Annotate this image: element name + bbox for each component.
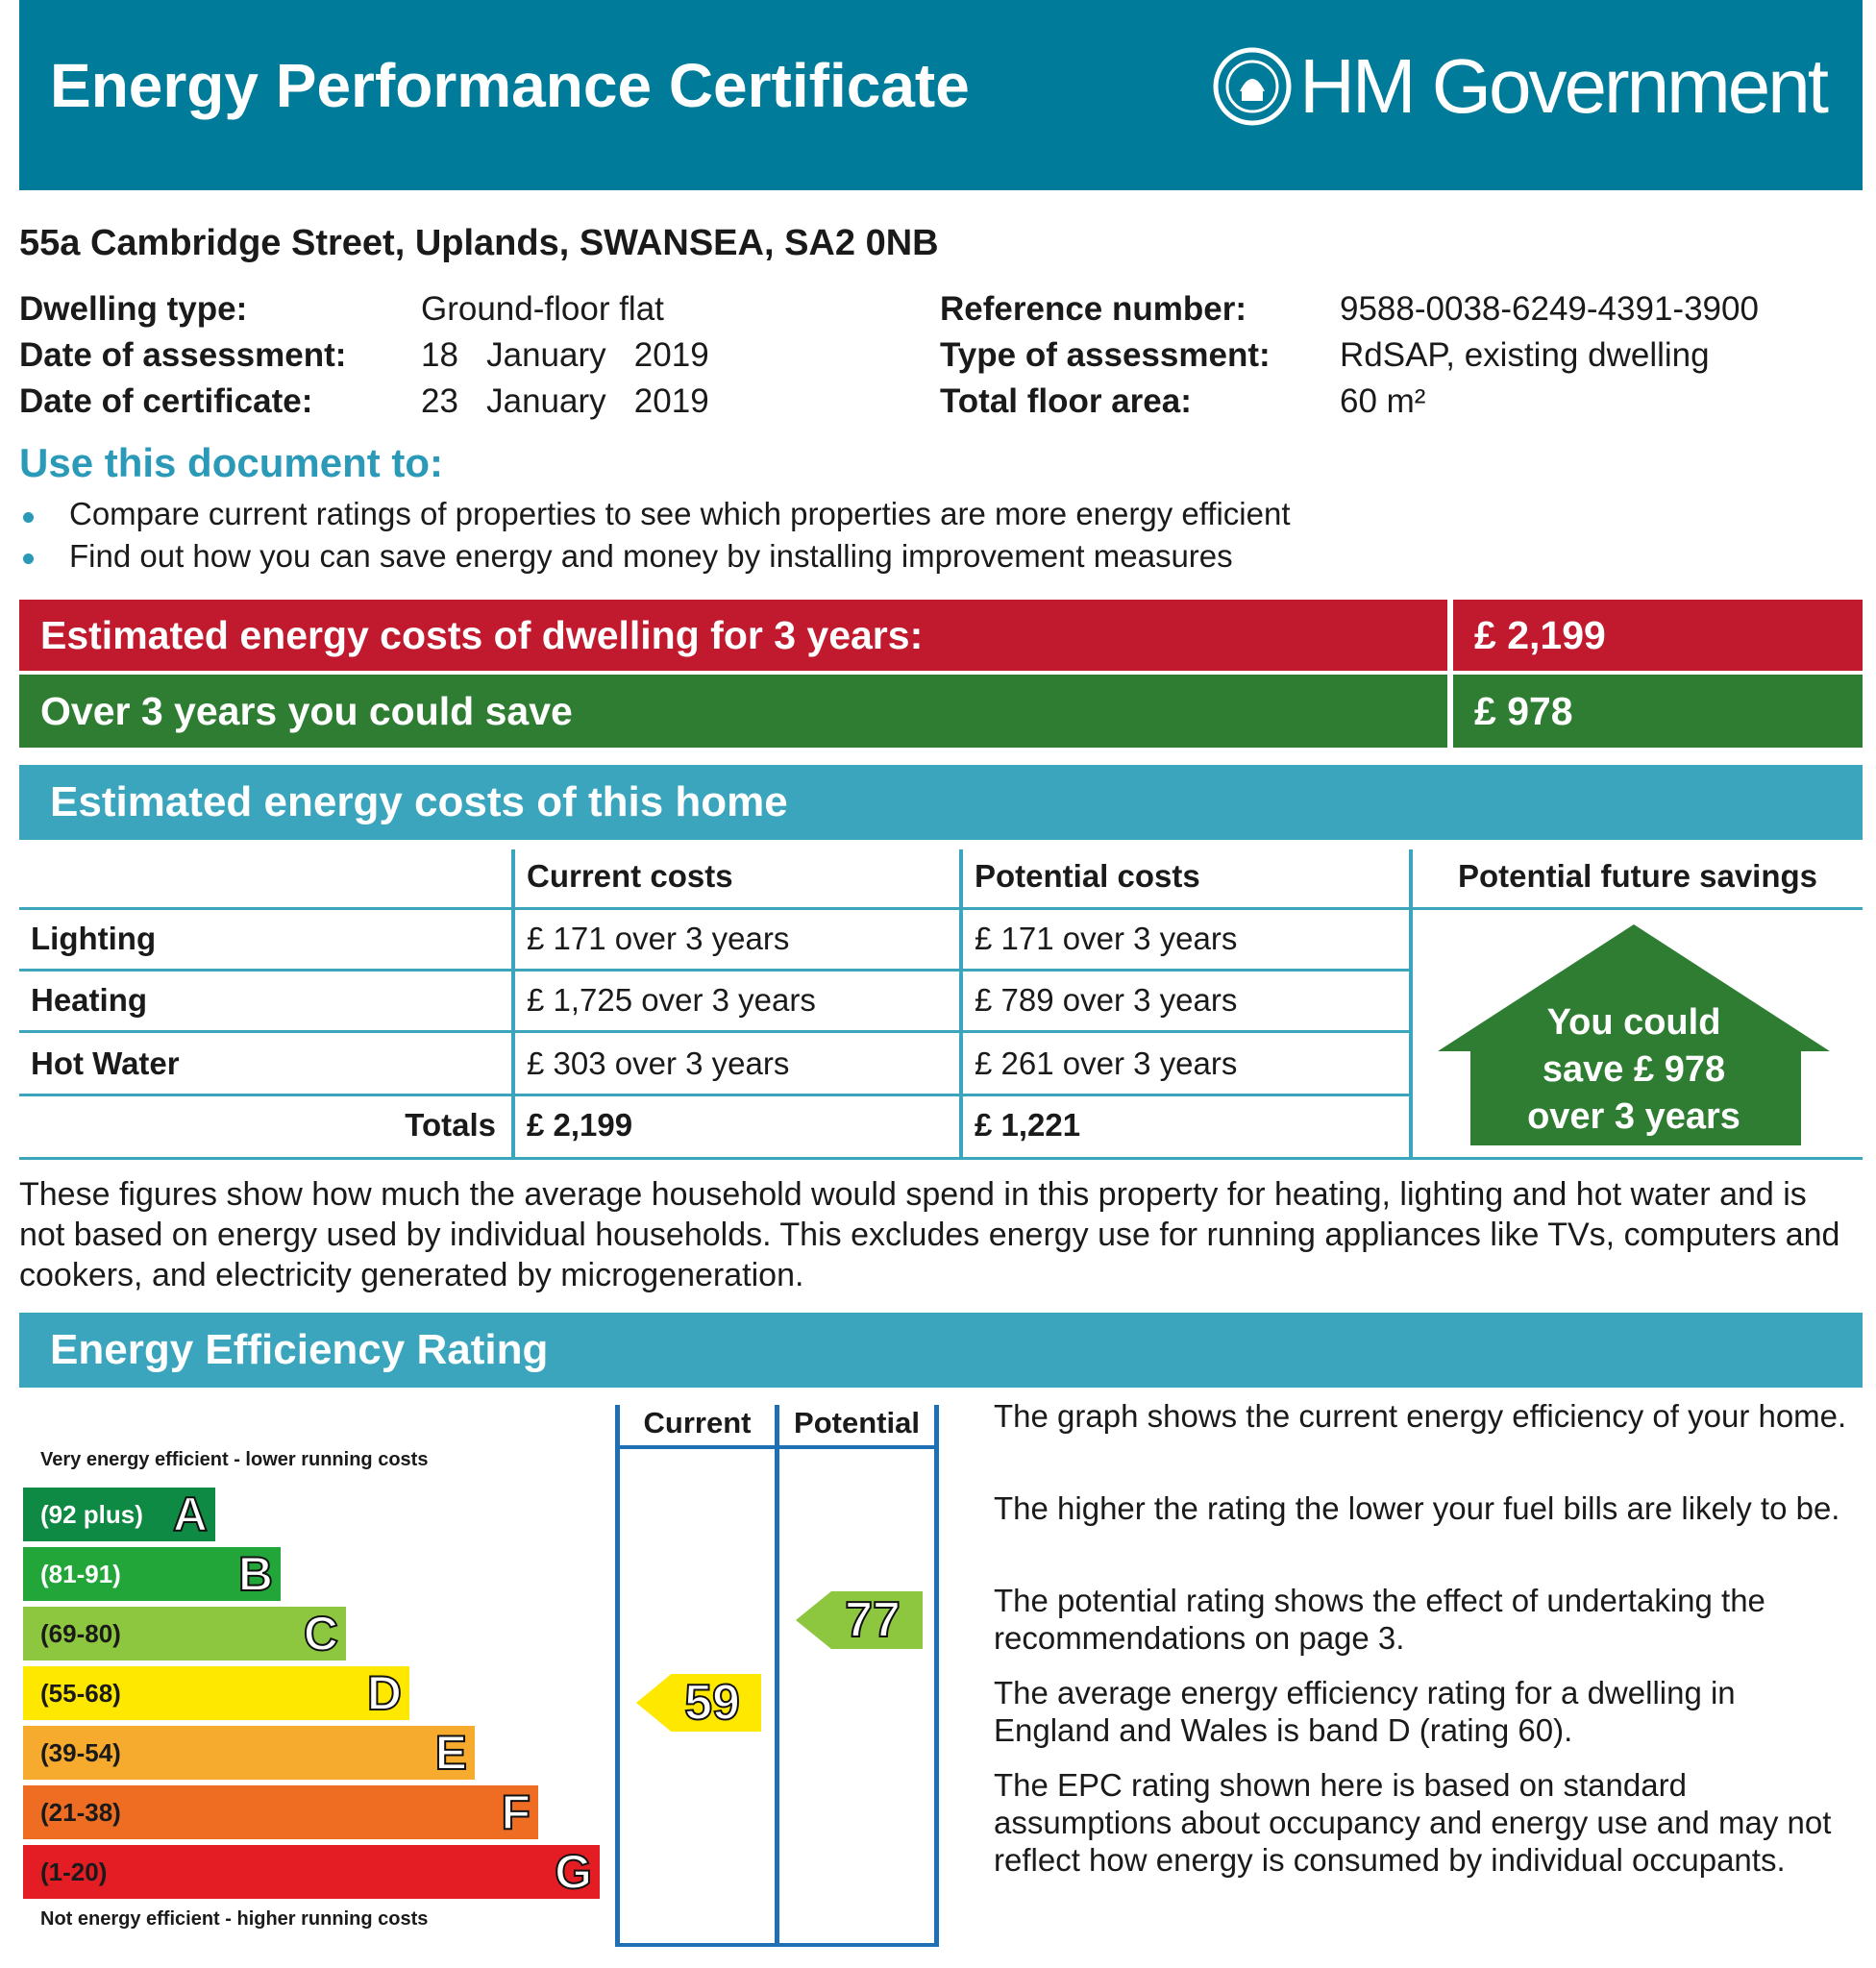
rating-paragraph-4: The average energy efficiency rating for a dwelling in England and Wales is band D (rating 60). [994,1675,1736,1748]
rating-box-border [615,1445,939,1449]
reference-number-label: Reference number: [940,290,1247,328]
assessment-date-value: 18 January 2019 [421,336,709,374]
table-divider [959,849,963,1159]
band-g-letter: G [555,1845,592,1899]
page-title: Energy Performance Certificate [50,51,970,120]
lighting-current: £ 171 over 3 years [527,921,790,956]
reference-number-value: 9588-0038-6249-4391-3900 [1340,290,1759,328]
current-costs-header: Current costs [527,858,733,894]
property-address: 55a Cambridge Street, Uplands, SWANSEA, SA2 0NB [19,223,939,263]
band-d-letter: D [366,1666,402,1720]
certificate-date-label: Date of certificate: [19,382,313,420]
table-divider [19,907,1863,910]
band-g-range: (1-20) [40,1857,108,1886]
rating-paragraph-2: The higher the rating the lower your fuel bills are likely to be. [994,1490,1840,1526]
band-b-letter: B [237,1547,273,1601]
could-save-label: Over 3 years you could save [19,675,1447,748]
heating-label: Heating [31,982,148,1018]
savings-line-1: You could [1546,1002,1721,1043]
potential-column-header: Potential [794,1406,920,1439]
band-a-range: (92 plus) [40,1499,143,1529]
efficient-note: Very energy efficient - lower running costs [40,1449,429,1470]
costs-explanation: These figures show how much the average household would spend in this property for heating, lighting and hot water and is not based on energy used by individual households. This excludes energy use for running appliances like TVs, computers and cookers, and electricity generated by microgeneration. [19,1176,1840,1293]
future-savings-header: Potential future savings [1457,858,1818,894]
potential-rating-value: 77 [845,1592,901,1648]
rating-box-border [934,1405,939,1947]
potential-costs-header: Potential costs [975,858,1200,894]
use-bullet-2: Find out how you can save energy and money by installing improvement measures [69,538,1233,574]
totals-label: Totals [405,1107,496,1143]
dwelling-type-value: Ground-floor flat [421,290,664,328]
inefficient-note: Not energy efficient - higher running costs [40,1908,429,1930]
energy-costs-heading: Estimated energy costs of this home [19,765,1863,840]
band-g [23,1845,600,1899]
estimated-cost-value: £ 2,199 [1453,600,1863,671]
table-divider [19,1030,1411,1033]
bullet-icon [23,554,34,564]
band-b-range: (81-91) [40,1559,121,1588]
savings-house-text [1442,999,1826,1141]
lighting-label: Lighting [31,921,157,956]
band-b [23,1547,281,1601]
assessment-type-label: Type of assessment: [940,336,1271,374]
table-divider [1409,849,1413,1159]
band-e [23,1726,475,1780]
band-f-letter: F [501,1785,531,1839]
hot-water-potential: £ 261 over 3 years [975,1046,1238,1081]
table-divider [19,1094,1411,1096]
band-d [23,1666,409,1720]
estimated-cost-label: Estimated energy costs of dwelling for 3 years: [19,600,1447,671]
rating-paragraph-5: The EPC rating shown here is based on standard assumptions about occupancy and energy use and may not reflect how energy is consumed by individual occupants. [994,1767,1832,1878]
savings-line-3: over 3 years [1527,1096,1740,1137]
brand-name: HM Government [1299,43,1826,129]
use-bullet-1: Compare current ratings of properties to see which properties are more energy efficient [69,496,1291,531]
lighting-potential: £ 171 over 3 years [975,921,1238,956]
current-rating-value: 59 [684,1675,740,1731]
rating-box-border [775,1405,779,1947]
band-a-letter: A [172,1488,208,1541]
band-c [23,1607,346,1660]
totals-potential: £ 1,221 [975,1107,1081,1143]
rating-paragraph-1: The graph shows the current energy efficiency of your home. [994,1398,1847,1434]
band-f-range: (21-38) [40,1797,121,1827]
rating-paragraph-3: The potential rating shows the effect of undertaking the recommendations on page 3. [994,1583,1765,1656]
band-e-letter: E [434,1726,467,1780]
floor-area-label: Total floor area: [940,382,1192,420]
table-divider [19,1157,1863,1160]
savings-line-2: save £ 978 [1542,1049,1726,1090]
certificate-date-value: 23 January 2019 [421,382,709,420]
hot-water-current: £ 303 over 3 years [527,1046,790,1081]
band-a [23,1488,215,1541]
efficiency-rating-heading: Energy Efficiency Rating [19,1313,1863,1388]
band-c-letter: C [303,1607,338,1660]
heating-current: £ 1,725 over 3 years [527,982,816,1018]
assessment-date-label: Date of assessment: [19,336,347,374]
heating-potential: £ 789 over 3 years [975,982,1238,1018]
hm-government-logo [1211,42,1826,131]
table-divider [511,849,515,1159]
table-divider [19,969,1411,972]
dwelling-type-label: Dwelling type: [19,290,248,328]
band-d-range: (55-68) [40,1678,121,1708]
bullet-icon [23,512,34,523]
rating-box-border [615,1405,620,1947]
hot-water-label: Hot Water [31,1046,180,1081]
use-document-title: Use this document to: [19,440,444,485]
current-column-header: Current [643,1406,752,1439]
rating-box-border [615,1943,939,1947]
band-c-range: (69-80) [40,1618,121,1648]
assessment-type-value: RdSAP, existing dwelling [1340,336,1710,374]
could-save-value: £ 978 [1453,675,1863,748]
floor-area-value: 60 m² [1340,382,1426,420]
totals-current: £ 2,199 [527,1107,633,1143]
band-f [23,1785,538,1839]
crest-icon [1211,45,1294,128]
band-e-range: (39-54) [40,1737,121,1767]
